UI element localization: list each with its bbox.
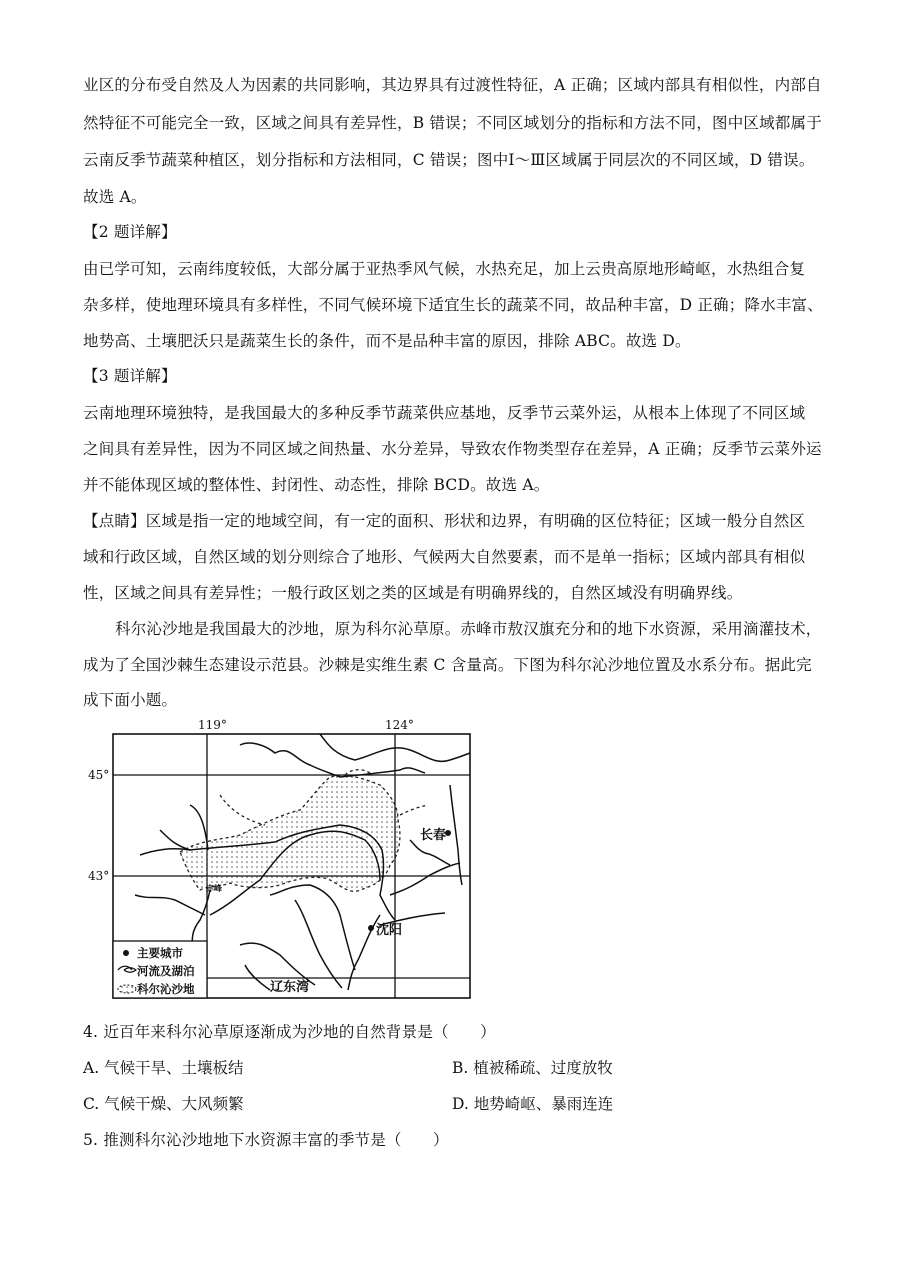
question-4-option-b[interactable]: B. 植被稀疏、过度放牧 bbox=[452, 1059, 613, 1077]
legend-sand-icon bbox=[118, 985, 136, 993]
legend-city-label: 主要城市 bbox=[137, 946, 183, 960]
q3-detail-line: 云南地理环境独特，是我国最大的多种反季节蔬菜供应基地，反季节云菜外运，从根本上体现了不同区域 bbox=[83, 404, 806, 422]
q3-heading: 【3 题详解】 bbox=[83, 367, 177, 385]
map-legend bbox=[113, 941, 207, 998]
lat-label-43: 43° bbox=[88, 869, 110, 883]
lon-label-119: 119° bbox=[198, 718, 227, 732]
q1-detail-line: 云南反季节蔬菜种植区，划分指标和方法相同，C 错误；图中Ⅰ～Ⅲ区域属于同层次的不同区域，D 错误。 bbox=[83, 151, 815, 169]
question-4-option-a[interactable]: A. 气候干旱、土壤板结 bbox=[83, 1059, 244, 1077]
intro-line: 成为了全国沙棘生态建设示范县。沙棘是实维生素 C 含量高。下图为科尔沁沙地位置及水系分布。据此完 bbox=[83, 656, 812, 674]
question-5-stem: 5. 推测科尔沁沙地地下水资源丰富的季节是（ ） bbox=[83, 1131, 449, 1149]
question-4-stem: 4. 近百年来科尔沁草原逐渐成为沙地的自然背景是（ ） bbox=[83, 1023, 496, 1041]
legend-sand-label: 科尔沁沙地 bbox=[137, 982, 195, 996]
city-label-chifeng: 赤峰 bbox=[206, 883, 222, 893]
question-4-option-d[interactable]: D. 地势崎岖、暴雨连连 bbox=[452, 1095, 614, 1113]
q2-detail-line: 杂多样，使地理环境具有多样性，不同气候环境下适宜生长的蔬菜不同，故品种丰富，D 正确；降水丰富、 bbox=[83, 296, 823, 314]
q3-detail-line: 并不能体现区域的整体性、封闭性、动态性，排除 BCD。故选 A。 bbox=[83, 476, 550, 494]
question-4-option-c[interactable]: C. 气候干燥、大风频繁 bbox=[83, 1095, 244, 1113]
legend-city-icon bbox=[123, 950, 129, 956]
q2-heading: 【2 题详解】 bbox=[83, 223, 177, 241]
q1-detail-line: 然特征不可能完全一致，区域之间具有差异性，B 错误；不同区域划分的指标和方法不同，图中区域都属于 bbox=[83, 114, 822, 132]
q2-detail-line: 地势高、土壤肥沃只是蔬菜生长的条件，而不是品种丰富的原因，排除 ABC。故选 D。 bbox=[83, 332, 691, 350]
tip-line: 域和行政区域，自然区域的划分则综合了地形、气候两大自然要素，而不是单一指标；区域内部具有相似 bbox=[83, 548, 806, 566]
bay-label-liaodong: 辽东湾 bbox=[270, 980, 310, 995]
horqin-sandy-land-map bbox=[80, 715, 480, 1005]
lat-label-45: 45° bbox=[88, 768, 110, 782]
q1-detail-line: 业区的分布受自然及人为因素的共同影响，其边界具有过渡性特征，A 正确；区域内部具有相似性，内部自 bbox=[83, 76, 822, 94]
tip-line: 性，区域之间具有差异性；一般行政区划之类的区域是有明确界线的，自然区域没有明确界线。 bbox=[83, 584, 743, 602]
lon-label-124: 124° bbox=[385, 718, 414, 732]
intro-line: 成下面小题。 bbox=[83, 691, 178, 709]
legend-river-label: 河流及湖泊 bbox=[137, 964, 195, 978]
intro-line: 科尔沁沙地是我国最大的沙地，原为科尔沁草原。赤峰市敖汉旗充分和的地下水资源，采用滴灌技术， bbox=[115, 620, 822, 638]
q1-detail-line: 故选 A。 bbox=[83, 188, 147, 206]
city-label-shenyang: 沈阳 bbox=[376, 923, 403, 938]
q2-detail-line: 由已学可知，云南纬度较低，大部分属于亚热季风气候，水热充足，加上云贵高原地形崎岖，水热组合复 bbox=[83, 260, 806, 278]
city-label-changchun: 长春 bbox=[420, 828, 447, 843]
q3-detail-line: 之间具有差异性，因为不同区域之间热量、水分差异，导致农作物类型存在差异，A 正确；反季节云菜外运 bbox=[83, 440, 822, 458]
tip-line: 【点睛】区域是指一定的地域空间，有一定的面积、形状和边界，有明确的区位特征；区域一般分自然区 bbox=[83, 512, 806, 530]
city-shenyang-marker bbox=[368, 925, 374, 931]
